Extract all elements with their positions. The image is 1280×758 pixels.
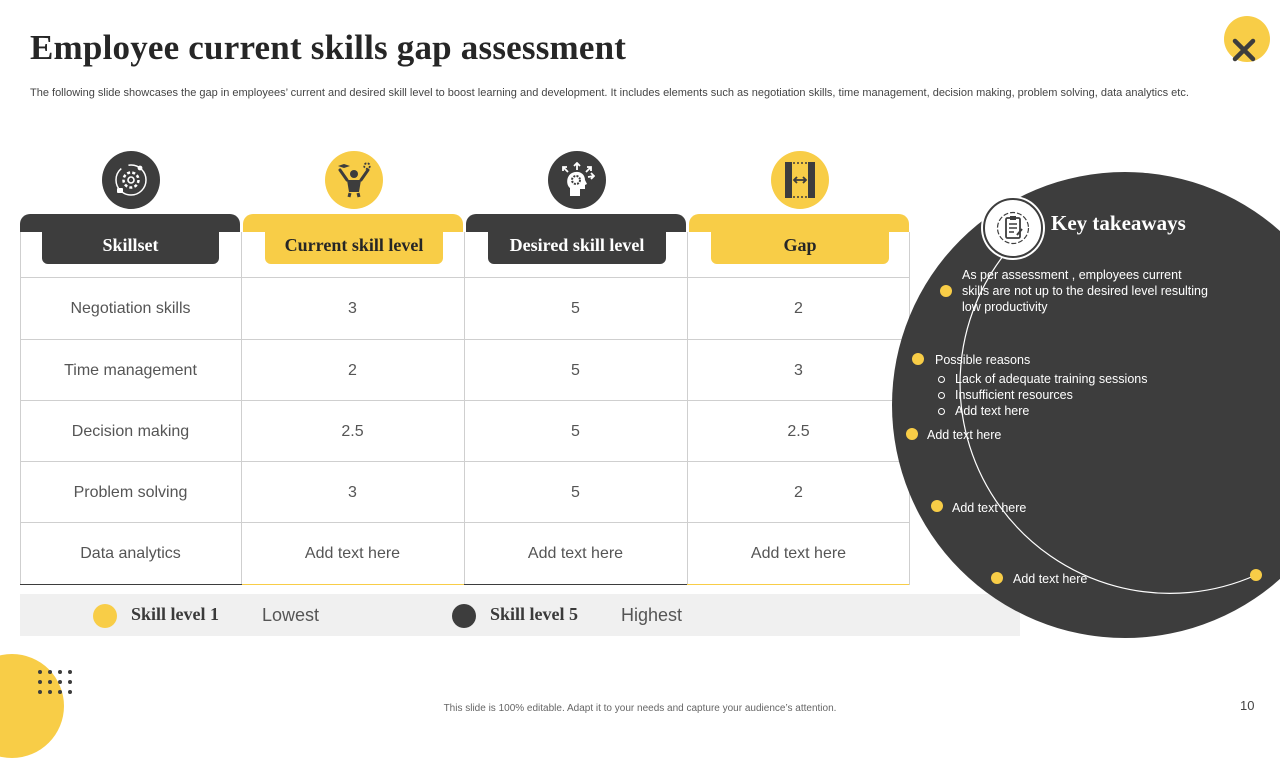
- clipboard-report-icon: [983, 198, 1043, 258]
- current-level-cell: 3: [348, 299, 357, 317]
- desired-level-cell: 5: [571, 483, 580, 501]
- legend-highest: Highest: [621, 605, 683, 625]
- skill-name-cell: Problem solving: [73, 483, 188, 501]
- possible-reasons-heading: Possible reasons: [935, 353, 1031, 367]
- page-number: 10: [1240, 698, 1255, 713]
- list-item: Add text here: [935, 403, 1195, 419]
- list-item: Insufficient resources: [935, 387, 1195, 403]
- timeline-dot: [1250, 569, 1262, 581]
- desired-level-cell: 5: [571, 422, 580, 440]
- takeaway-point-3: Add text here: [927, 428, 1002, 442]
- gap-cell: Add text here: [750, 544, 847, 562]
- slide-title: Employee current skills gap assessment: [30, 28, 627, 67]
- gap-cell: 2: [794, 299, 803, 317]
- current-level-cell: 2: [348, 361, 357, 379]
- possible-reasons-list: [935, 371, 1195, 419]
- desired-level-cell: 5: [571, 361, 580, 379]
- header-gap: Gap: [711, 226, 889, 264]
- takeaway-point-4: Add text here: [952, 501, 1027, 515]
- legend-skill-level-5: Skill level 5: [490, 604, 579, 624]
- skill-name-cell: Time management: [64, 361, 197, 379]
- legend-lowest: Lowest: [262, 605, 320, 625]
- takeaway-point-1: As per assessment , employees current skills are not up to the desired level resulting low productivity: [962, 268, 1208, 314]
- skill-name-cell: Decision making: [71, 422, 190, 440]
- legend-skill-level-1: Skill level 1: [131, 604, 220, 624]
- timeline-dot: [906, 428, 918, 440]
- header-desired-skill-level: Desired skill level: [488, 226, 666, 264]
- current-level-cell: Add text here: [304, 544, 401, 562]
- list-item: Lack of adequate training sessions: [935, 371, 1195, 387]
- header-skillset: Skillset: [42, 226, 219, 264]
- slide-footer: This slide is 100% editable. Adapt it to your needs and capture your audience’s attention.: [443, 703, 837, 714]
- timeline-dot: [912, 353, 924, 365]
- takeaway-point-2: [935, 352, 1195, 419]
- current-level-cell: 3: [348, 483, 357, 501]
- timeline-dot: [991, 572, 1003, 584]
- gap-cell: 2: [794, 483, 803, 501]
- desired-level-cell: 5: [571, 299, 580, 317]
- gap-cell: 2.5: [787, 422, 810, 440]
- decorative-dot-grid: [38, 670, 78, 698]
- timeline-dot: [931, 500, 943, 512]
- skill-name-cell: Negotiation skills: [70, 299, 191, 317]
- gap-cell: 3: [794, 361, 803, 379]
- skill-name-cell: Data analytics: [80, 544, 181, 562]
- slide-subtitle: The following slide showcases the gap in employees’ current and desired skill level to boost learning and development. It includes elements such as negotiation skills, time management, decision making, problem solving, data analytics etc.: [30, 87, 1189, 99]
- current-level-cell: 2.5: [341, 422, 364, 440]
- desired-level-cell: Add text here: [527, 544, 624, 562]
- timeline-dot: [940, 285, 952, 297]
- takeaway-point-5: Add text here: [1013, 572, 1088, 586]
- header-current-skill-level: Current skill level: [265, 226, 443, 264]
- key-takeaways-title: Key takeaways: [1051, 211, 1186, 235]
